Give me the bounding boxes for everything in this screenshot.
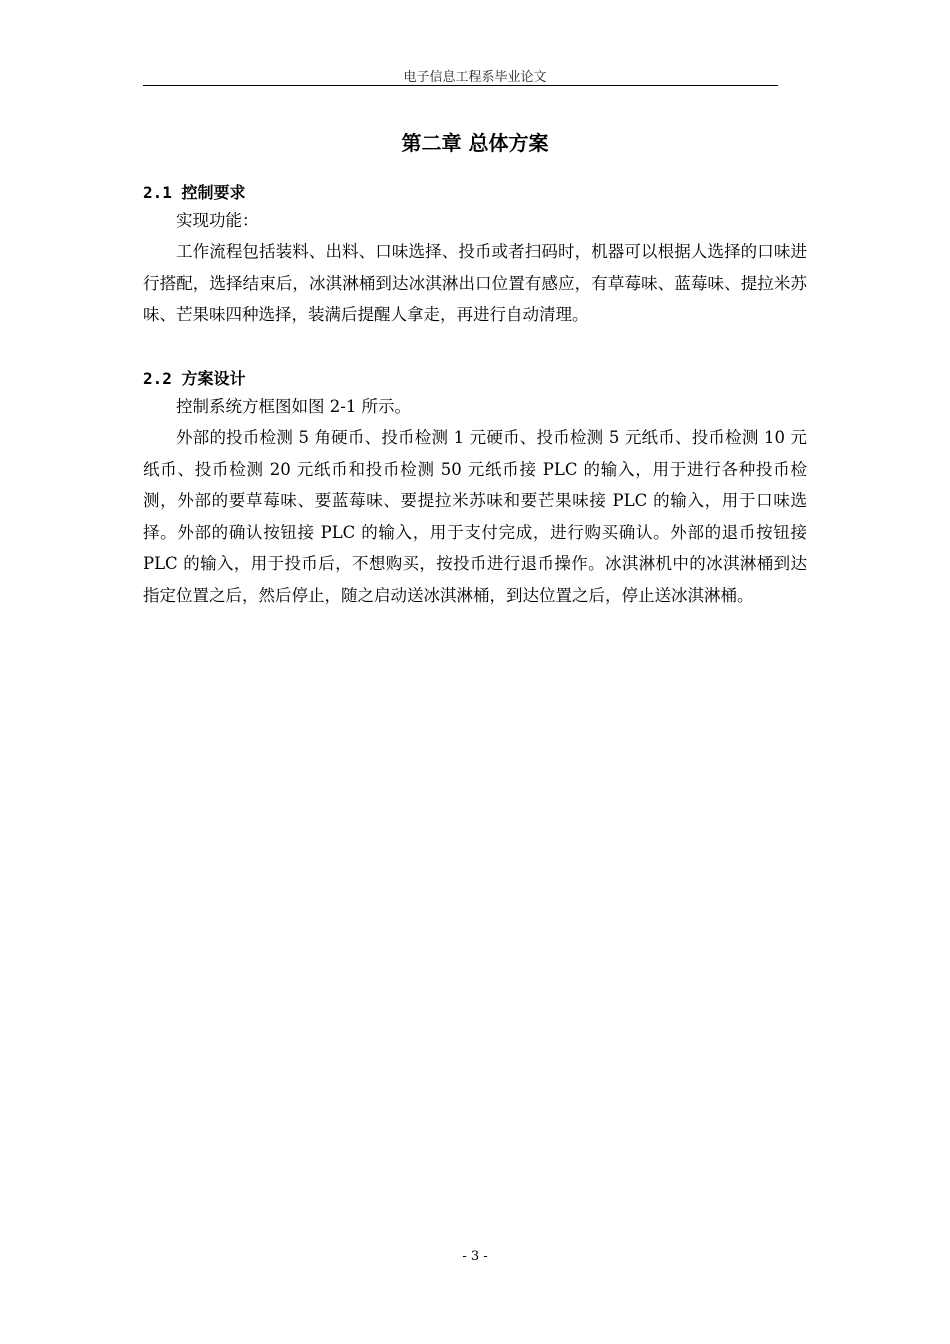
paragraph: 外部的投币检测 5 角硬币、投币检测 1 元硬币、投币检测 5 元纸币、投币检测 10 元纸币、投币检测 20 元纸币和投币检测 50 元纸币接 PLC 的输入，用于进行各种投币检测，外部的要草莓味、要蓝莓味、要提拉米苏味和要芒果味接 PLC 的输入，用于口味选择。外部的确认按钮接 PLC 的输入，用于支付完成，进行购买确认。外部的退币按钮接 PLC 的输入，用于投币后，不想购买，按投币进行退币操作。冰淇淋机中的冰淇淋桶到达指定位置之后，然后停止，随之启动送冰淇淋桶，到达位置之后，停止送冰淇淋桶。 [143, 428, 807, 605]
chapter-title: 第二章 总体方案 [401, 131, 549, 155]
section-heading-2-2: 2.2 方案设计 [143, 369, 246, 388]
paragraph: 实现功能： [176, 211, 259, 230]
header-divider [143, 85, 778, 86]
page-header: 电子信息工程系毕业论文 [403, 70, 547, 85]
page-number: - 3 - [462, 1249, 488, 1264]
paragraph: 工作流程包括装料、出料、口味选择、投币或者扫码时，机器可以根据人选择的口味进行搭配，选择结束后，冰淇淋桶到达冰淇淋出口位置有感应，有草莓味、蓝莓味、提拉米苏味、芒果味四种选择，装满后提醒人拿走，再进行自动清理。 [143, 242, 807, 324]
paragraph: 控制系统方框图如图 2-1 所示。 [176, 397, 412, 416]
section-heading-2-1: 2.1 控制要求 [143, 183, 246, 202]
